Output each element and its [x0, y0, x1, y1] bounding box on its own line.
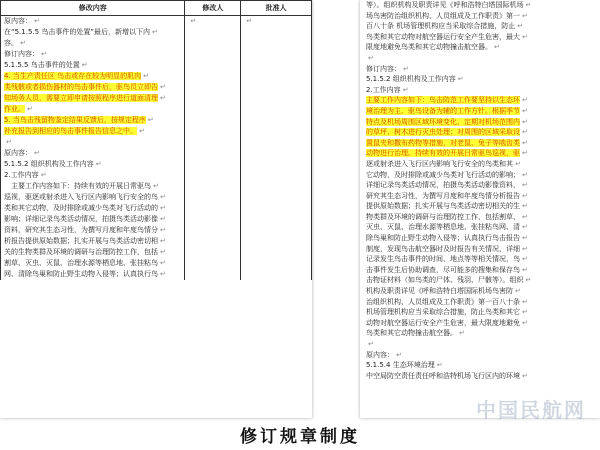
right-text-line: 机场管理机构应当采取综合措施，防止鸟类和其它 ↵: [366, 308, 528, 317]
left-text-line-text: 网、清除鸟巢和防止野生动物入侵等；认真执行鸟: [4, 270, 158, 278]
left-text-line-text: 原内容：: [4, 17, 32, 25]
left-text-line-text: 主要工作内容如下：持续有效的开展日常驱鸟: [4, 182, 151, 190]
left-text-line-text: 5.1.5.5 鸟击事件的处置: [4, 61, 80, 69]
left-text-line: 类残骸或者损伤器材的鸟击事件后，驱鸟员立即告 ↵: [4, 83, 166, 91]
left-text-line-text: 补充报告到相应的鸟击事件报告信息之中。: [4, 127, 137, 135]
left-text-line: 原内容： ↵: [4, 149, 40, 157]
left-text-line: 影响；详细记录鸟类活动情况，拍摄鸟类活动影像 ↵: [4, 215, 166, 223]
right-text-line-text: 动物进行治理。持续有效的开展日常驱鸟巡视，驱: [366, 149, 520, 158]
left-text-line: 类和其它动物，及时排除或减少鸟类对飞行活动的 ↵: [4, 204, 166, 212]
right-document-page: [360, 0, 600, 418]
left-text-line: 网、清除鸟巢和防止野生动物入侵等；认真执行鸟 ↵: [4, 270, 166, 278]
right-text-line-text: 置鼠夹和撒布药物等措施，对老鼠、兔子等啮齿类: [366, 138, 520, 147]
right-text-line: 击事件发生后协助调查，尽可能多的搜集和保存鸟 ↵: [366, 265, 528, 274]
watermark-logo: 中国民航网: [476, 398, 586, 422]
right-text-line: 2.工作内容 ↵: [366, 85, 409, 94]
right-text-line-text: 百八十条 机场管理机构应当采取综合措施，防止: [366, 22, 516, 31]
right-text-line-text: 物类群及环境的调研与治理防控工作，包括割草、: [366, 212, 520, 221]
right-text-line-text: 原内容：: [366, 350, 394, 359]
left-text-line-text: 影响；详细记录鸟类活动情况，拍摄鸟类活动影像: [4, 215, 158, 223]
right-text-line: 5.1.5.4 生态环境治理 ↵: [366, 361, 443, 370]
left-text-line: 补充报告到相应的鸟击事件报告信息之中。 ↵: [4, 127, 145, 135]
right-text-line: 详细记录鸟类活动情况，拍摄鸟类活动影像资料， ↵: [366, 181, 528, 190]
revision-table: [0, 0, 312, 280]
right-text-line-text: 场鸟害防治组织机构、人员组成及工作职责》第一: [366, 11, 520, 20]
left-text-line: 主要工作内容如下：持续有效的开展日常驱鸟 ↵: [4, 182, 159, 190]
right-text-line-text: 研究其生态习性，为撰写月度和年度鸟情分析报告: [366, 191, 520, 200]
left-text-line: 作业。 ↵: [4, 105, 33, 113]
header-approver: 批准人: [241, 1, 312, 16]
right-text-line: 灭虫、灭鼠、治理水源等栖息地、张挂粘鸟网、清 ↵: [366, 223, 528, 232]
right-text-line-text: 机场管理机构应当采取综合措施，防止鸟类和其它: [366, 308, 520, 317]
modifier-cell: ↵: [185, 16, 241, 281]
right-text-line: 境治理为主、驱鸟设备为辅的工作方针。根据季节 ↵: [366, 106, 528, 115]
right-text-line: 鸟类和其它动物撞击航空器。 ↵: [366, 329, 465, 338]
right-text-line-text: 等）。组织机构及职责详见《呼和浩特白塔国际机场: [366, 1, 524, 9]
right-text-line: 置鼠夹和撒布药物等措施，对老鼠、兔子等啮齿类 ↵: [366, 138, 528, 147]
right-text-line-text: 击物证材料（如鸟类的尸体、残羽、尸骸等）。组织: [366, 276, 524, 285]
right-text-line: 特点及机场周围区域环境变化，定期对机场范围内 ↵: [366, 117, 528, 126]
right-text-line: 除鸟巢和防止野生动物入侵等；认真执行鸟击报告 ↵: [366, 234, 528, 243]
left-text-line-text: 修订内容：: [4, 50, 39, 58]
right-text-line: 场鸟害防治组织机构、人员组成及工作职责》第一 ↵: [366, 11, 528, 20]
right-text-line-text: 提供原始数据；扎实开展与鸟类活动密切相关的生: [366, 202, 520, 211]
left-text-line-text: 容。: [4, 39, 18, 47]
right-text-line: 治组织机构、人员组成及工作职责》第一百八十条 ↵: [366, 297, 528, 306]
left-text-line-text: 知场务人员，需要立即申请按照程序进行道面清理: [4, 94, 158, 102]
right-text-line: 它动物，及时排除或减少鸟类对飞行活动的影响； ↵: [366, 170, 528, 179]
left-text-line: 容。 ↵: [4, 39, 26, 47]
bottom-caption-title: 修订规章制度: [240, 427, 360, 447]
right-text-line-text: 它动物，及时排除或减少鸟类对飞行活动的影响；: [366, 170, 520, 179]
left-text-line: 原内容： ↵: [4, 17, 40, 25]
right-text-line: 物类群及环境的调研与治理防控工作，包括割草、 ↵: [366, 212, 528, 221]
left-text-line-text: 类和其它动物，及时排除或减少鸟类对飞行活动的: [4, 204, 158, 212]
right-text-line: 提供原始数据；扎实开展与鸟类活动密切相关的生 ↵: [366, 202, 528, 211]
right-text-line-text: 特点及机场周围区域环境变化，定期对机场范围内: [366, 117, 520, 126]
left-text-line: 知场务人员，需要立即申请按照程序进行道面清理 ↵: [4, 94, 166, 102]
right-text-line: 等）。组织机构及职责详见《呼和浩特白塔国际机场 ↵: [366, 1, 532, 9]
approver-cell: ↵: [241, 16, 312, 281]
right-text-line: 中空局防空责任责任呼和浩特机场飞行区内的环境 ↵: [366, 371, 528, 380]
right-text-line-text: 鸟类和其它动物撞击航空器。: [366, 329, 457, 338]
right-text-line-text: 境治理为主、驱鸟设备为辅的工作方针。根据季节: [366, 106, 520, 115]
right-text-line: 5.1.5.2 组织机构及工作内容 ↵: [366, 75, 464, 84]
right-text-line-text: 鸟类和其它动物对航空器运行安全产生危害，最大: [366, 32, 520, 41]
right-text-line-text: 详细记录鸟类活动情况，拍摄鸟类活动影像资料，: [366, 181, 520, 190]
right-text-line: 鸟类和其它动物对航空器运行安全产生危害，最大 ↵: [366, 32, 528, 41]
right-text-line-text: 中空局防空责任责任呼和浩特机场飞行区内的环境: [366, 371, 520, 380]
right-text-line-text: 限度地避免鸟类和其它动物撞击航空器。: [366, 43, 492, 52]
revision-table-header-row: [1, 1, 312, 16]
left-document-page: [0, 0, 312, 418]
left-text-line: 析报告提供原始数据；扎实开展与鸟类活动密切相 ↵: [4, 237, 166, 245]
right-text-line: 逐或射杀进入飞行区内影响飞行安全的鸟类和其 ↵: [366, 159, 521, 168]
right-text-line-text: 制度，发现鸟击航空器时及时报告有关情况，详细: [366, 244, 520, 253]
right-text-line: 主要工作内容如下：鸟击防范工作要坚持以生态环 ↵: [366, 96, 528, 105]
right-text-line: 研究其生态习性，为撰写月度和年度鸟情分析报告 ↵: [366, 191, 528, 200]
right-text-line-text: 机构及职责详见《呼和浩特白塔国际机场鸟害防: [366, 287, 513, 296]
right-text-line-text: 5.1.5.4 生态环境治理: [366, 361, 435, 370]
right-text-line: ↵: [368, 340, 374, 348]
right-text-line-text: 主要工作内容如下：鸟击防范工作要坚持以生态环: [366, 96, 520, 105]
left-text-line-text: 在“5.1.5.5 鸟击事件的处置”最后，新增以下内: [4, 28, 150, 36]
right-text-line-text: 修订内容：: [366, 64, 401, 73]
right-text-line-text: 灭虫、灭鼠、治理水源等栖息地、张挂粘鸟网、清: [366, 223, 520, 232]
left-text-line-text: 巡视，驱逐或射杀进入飞行区内影响飞行安全的鸟: [4, 193, 158, 201]
left-text-line: 2.工作内容 ↵: [4, 171, 47, 179]
left-text-line-text: 割草、灭虫、灭鼠、治理水源等栖息地、张挂粘鸟: [4, 259, 158, 267]
right-text-line: 的草坪、树木进行灭虫处理；对周围的区域采取设 ↵: [366, 128, 528, 137]
right-text-line: 制度，发现鸟击航空器时及时报告有关情况，详细 ↵: [366, 244, 528, 253]
right-text-line: 百八十条 机场管理机构应当采取综合措施，防止 ↵: [366, 22, 524, 31]
right-text-line: 动物进行治理。持续有效的开展日常驱鸟巡视，驱 ↵: [366, 149, 528, 158]
left-text-line-text: 4. 当生产责任区 鸟击或存在较为明显的肌肉: [4, 72, 142, 80]
right-text-line: 修订内容： ↵: [366, 64, 409, 73]
right-text-line-text: 2.工作内容: [366, 85, 401, 94]
revision-table-body-row: [1, 16, 312, 281]
right-text-line: 限度地避免鸟类和其它动物撞击航空器。 ↵: [366, 43, 500, 52]
left-text-line-text: 2.工作内容: [4, 171, 39, 179]
left-text-line: 割草、灭虫、灭鼠、治理水源等栖息地、张挂粘鸟 ↵: [4, 259, 166, 267]
left-text-line: 在“5.1.5.5 鸟击事件的处置”最后，新增以下内 ↵: [4, 28, 158, 36]
right-text-line: 记录发生鸟击事件的时间、地点等等相关情况，鸟 ↵: [366, 255, 528, 264]
left-text-line: 关的生物类群及环境的调研与治理防控工作，包括 ↵: [4, 248, 166, 256]
left-text-line-text: 原内容：: [4, 149, 32, 157]
right-text-line: 机构及职责详见《呼和浩特白塔国际机场鸟害防 ↵: [366, 287, 521, 296]
left-text-line: 5.1.5.5 鸟击事件的处置 ↵: [4, 61, 88, 69]
right-text-line-text: 击事件发生后协助调查，尽可能多的搜集和保存鸟: [366, 265, 520, 274]
left-text-line: 修订内容： ↵: [4, 50, 47, 58]
right-text-line-text: 的草坪、树木进行灭虫处理；对周围的区域采取设: [366, 128, 520, 137]
left-text-line-text: 析报告提供原始数据；扎实开展与鸟类活动密切相: [4, 237, 158, 245]
left-text-line-text: 资料，研究其生态习性，为撰写月度和年度鸟情分: [4, 226, 158, 234]
left-text-line-text: 5. 当鸟击残留物鉴定结果反馈后，按规定程序: [4, 116, 146, 124]
left-text-line: 资料，研究其生态习性，为撰写月度和年度鸟情分 ↵: [4, 226, 166, 234]
right-text-line-text: 逐或射杀进入飞行区内影响飞行安全的鸟类和其: [366, 159, 513, 168]
left-text-line: 巡视，驱逐或射杀进入飞行区内影响飞行安全的鸟 ↵: [4, 193, 166, 201]
right-text-line: 动物对航空器运行安全产生危害，最大限度地避免 ↵: [366, 318, 528, 327]
right-text-line: ↵: [368, 53, 374, 62]
left-text-line: 5. 当鸟击残留物鉴定结果反馈后，按规定程序 ↵: [4, 116, 154, 124]
right-text-line-text: 记录发生鸟击事件的时间、地点等等相关情况，鸟: [366, 255, 520, 264]
header-modifier: 修改人: [185, 1, 241, 16]
left-text-line-text: 作业。: [4, 105, 25, 113]
left-text-line-text: 关的生物类群及环境的调研与治理防控工作，包括: [4, 248, 158, 256]
right-page-text: [360, 0, 600, 381]
right-text-line-text: 动物对航空器运行安全产生危害，最大限度地避免: [366, 318, 520, 327]
right-text-line: 原内容： ↵: [366, 350, 402, 359]
right-text-line-text: 治组织机构、人员组成及工作职责》第一百八十条: [366, 297, 520, 306]
header-content: 修改内容: [1, 1, 185, 16]
right-text-line-text: 5.1.5.2 组织机构及工作内容: [366, 75, 456, 84]
left-text-line: 4. 当生产责任区 鸟击或存在较为明显的肌肉 ↵: [4, 72, 150, 80]
left-text-line: ↵: [6, 138, 12, 146]
left-text-line: 5.1.5.2 组织机构及工作内容 ↵: [4, 160, 102, 168]
revision-content-cell: [1, 16, 185, 281]
left-text-line-text: 5.1.5.2 组织机构及工作内容: [4, 160, 94, 168]
right-text-line-text: 除鸟巢和防止野生动物入侵等；认真执行鸟击报告: [366, 234, 520, 243]
right-text-line: 击物证材料（如鸟类的尸体、残羽、尸骸等）。组织 ↵: [366, 276, 532, 285]
left-text-line-text: 类残骸或者损伤器材的鸟击事件后，驱鸟员立即告: [4, 83, 158, 91]
